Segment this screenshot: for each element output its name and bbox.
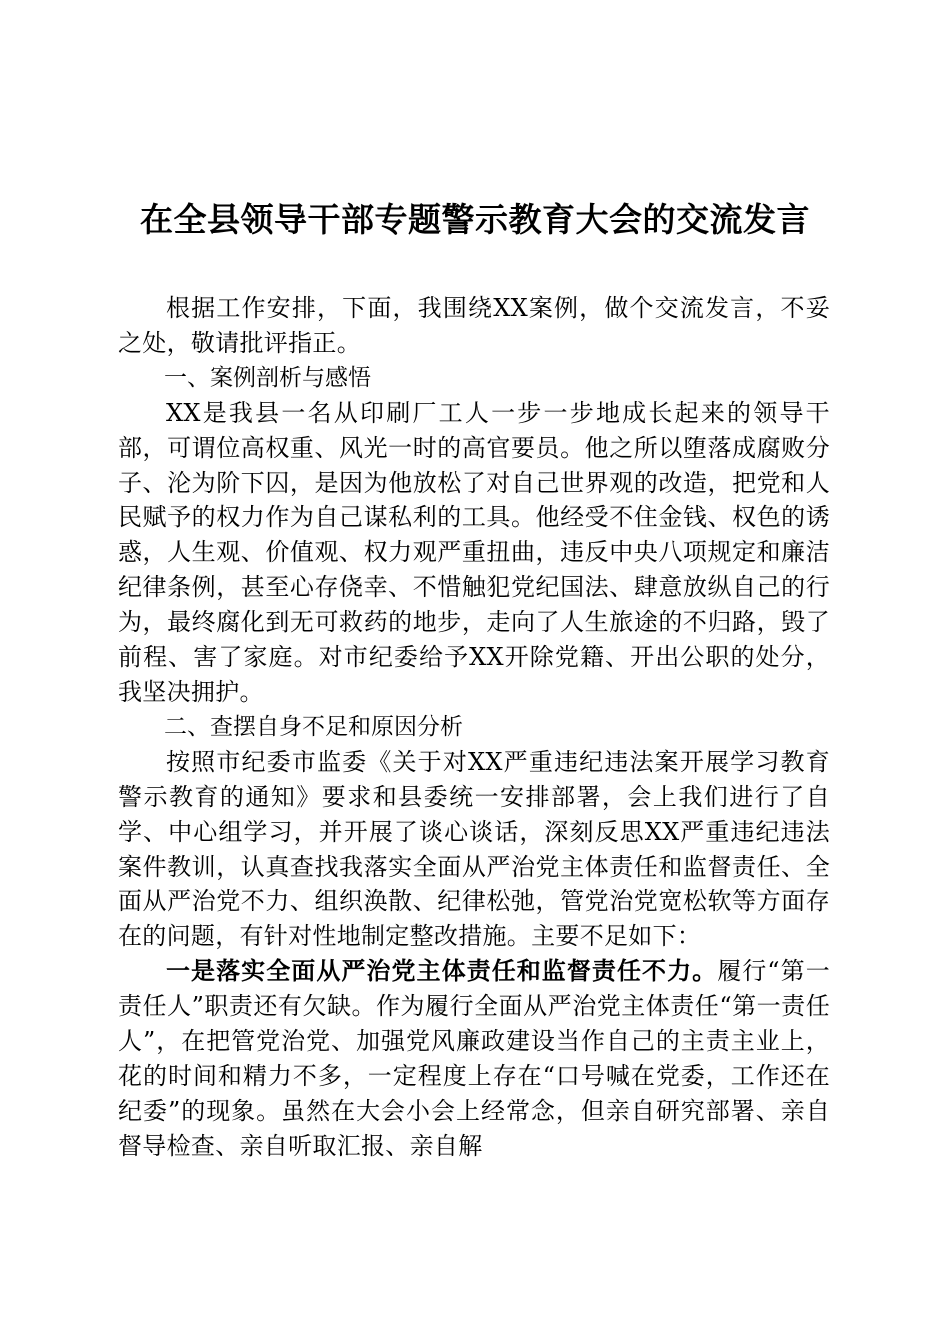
section-paragraph-1: XX是我县一名从印刷厂工人一步一步地成长起来的领导干部，可谓位高权重、风光一时的高官要员。他之所以堕落成腐败分子、沦为阶下囚，是因为他放松了对自己世界观的改造，把党和人民赋予的权力作为自己谋私利的工具。他经受不住金钱、权色的诱惑，人生观、价值观、权力观严重扭曲，违反中央八项规定和廉洁纪律条例，甚至心存侥幸、不惜触犯党纪国法、肆意放纵自己的行为，最终腐化到无可救药的地步，走向了人生旅途的不归路，毁了前程、害了家庭。对市纪委给予XX开除党籍、开出公职的处分，我坚决拥护。: [118, 398, 830, 706]
section-paragraph-2: 按照市纪委市监委《关于对XX严重违纪违法案开展学习教育警示教育的通知》要求和县委统一安排部署，会上我们进行了自学、中心组学习，并开展了谈心谈话，深刻反思XX严重违纪违法案件教训，认真查找我落实全面从严治党主体责任和监督责任、全面从严治党不力、组织涣散、纪律松弛，管党治党宽松软等方面存在的问题，有针对性地制定整改措施。主要不足如下：: [118, 747, 830, 951]
intro-paragraph: 根据工作安排，下面，我围绕XX案例，做个交流发言，不妥之处，敬请批评指正。: [118, 294, 830, 357]
section-heading-1: 一、案例剖析与感悟: [164, 364, 371, 391]
section-heading-2: 二、查摆自身不足和原因分析: [164, 713, 463, 740]
point-paragraph-1: [118, 954, 830, 1163]
point-text-1: 履行“第一责任人”职责还有欠缺。作为履行全面从严治党主体责任“第一责任人”，在把管党治党、加强党风廉政建设当作自己的主责主业上，花的时间和精力不多，一定程度上存在“口号喊在党委，工作还在纪委”的现象。虽然在大会小会上经常念，但亲自研究部署、亲自督导检查、亲自听取汇报、亲自解: [118, 957, 830, 1160]
document-body: [118, 291, 830, 1164]
point-lead-1: 一是落实全面从严治党主体责任和监督责任不力。: [166, 956, 718, 986]
document-title: 在全县领导干部专题警示教育大会的交流发言: [140, 200, 810, 239]
